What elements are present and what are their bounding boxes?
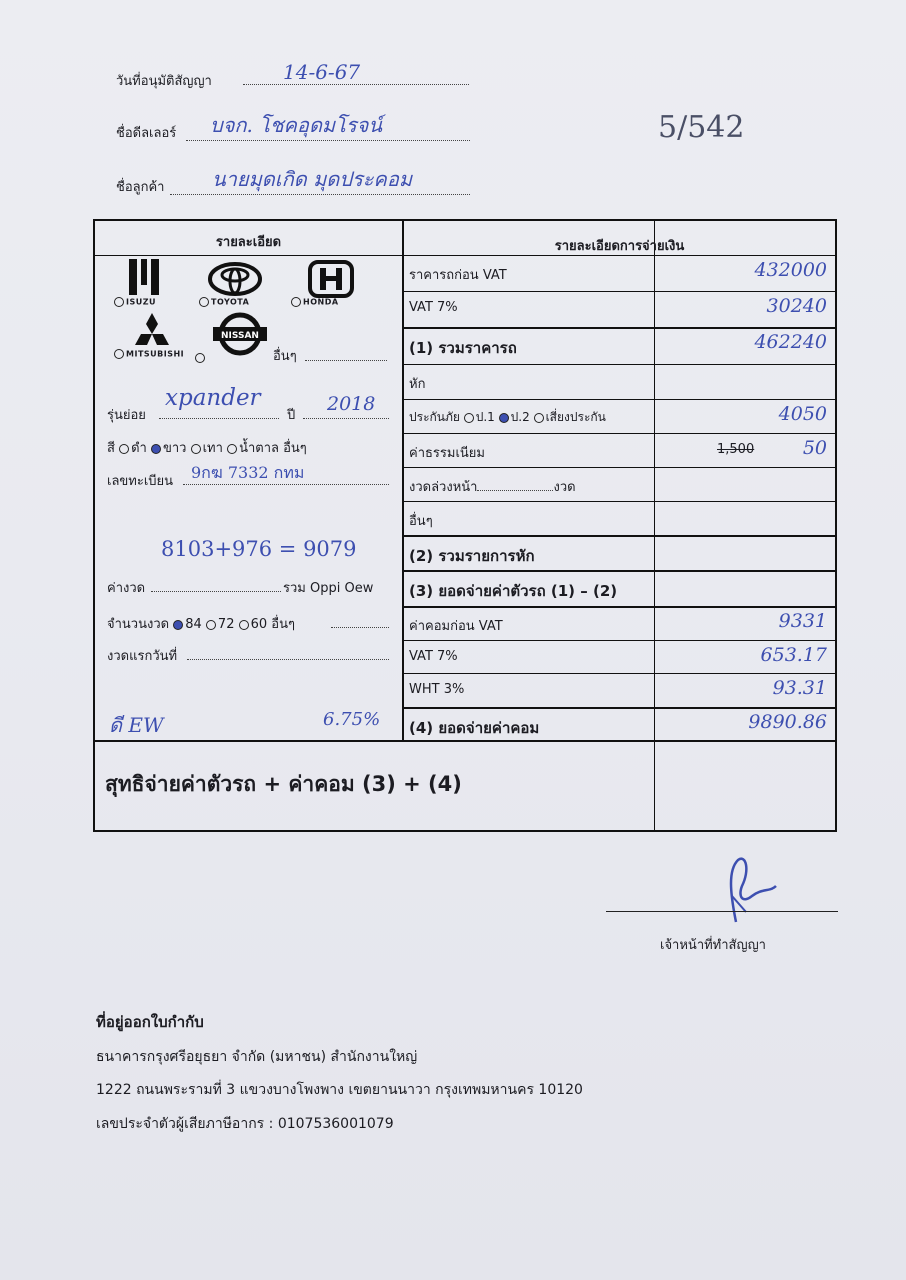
net-payment-total-label: สุทธิจ่ายค่าตัวรถ + ค่าคอม (3) + (4): [105, 772, 462, 796]
other-brand-line: [305, 360, 387, 361]
payment-row-label: หัก: [409, 377, 426, 392]
terms-line: จำนวนงวด 84 72 60 อื่นๆ: [107, 617, 295, 632]
color-gray-radio-icon[interactable]: [191, 444, 201, 454]
payment-row-rule: [402, 606, 835, 608]
payment-row-rule: [402, 433, 835, 434]
model-value: xpander: [165, 385, 261, 411]
payment-row-rule: [402, 570, 835, 572]
installment-line: [151, 591, 281, 592]
payment-row-rule: [402, 467, 835, 468]
payment-row-label: WHT 3%: [409, 682, 465, 697]
left-header-rule: [95, 255, 402, 256]
plate-label: เลขทะเบียน: [107, 474, 174, 489]
signature: [712, 852, 782, 936]
payment-row-label: (3) ยอดจ่ายค่าตัวรถ (1) – (2): [409, 582, 618, 600]
model-label: รุ่นย่อย: [107, 408, 146, 423]
term-60-radio-icon[interactable]: [239, 620, 249, 630]
payment-row-rule: [402, 364, 835, 365]
approval-date-line: [243, 84, 469, 85]
insurance-p2-radio-icon[interactable]: [499, 413, 509, 423]
terms-other-line: [331, 627, 389, 628]
mitsubishi-emblem-icon: [129, 313, 175, 349]
customer-value: นายมุดเกิด มุดประคอม: [212, 167, 413, 191]
toyota-radio-icon[interactable]: [199, 297, 209, 307]
total-row-rule: [95, 740, 835, 742]
brand-toyota[interactable]: TOYOTA: [199, 297, 249, 307]
payment-row-label: ประกันภัย ป.1 ป.2 เสี่ยงประกัน: [409, 410, 606, 424]
isuzu-radio-icon[interactable]: [114, 297, 124, 307]
payment-form-table: [93, 219, 837, 832]
payment-row-value: 50: [802, 437, 827, 459]
address-line-2: 1222 ถนนพระรามที่ 3 แขวงบางโพงพาง เขตยานนาวา กรุงเทพมหานคร 10120: [96, 1082, 583, 1098]
column-divider: [402, 221, 404, 740]
installment-label: ค่างวด: [107, 581, 146, 596]
insurance-p1-radio-icon[interactable]: [464, 413, 474, 423]
signature-scribble-icon: [712, 852, 782, 932]
color-white-radio-icon[interactable]: [151, 444, 161, 454]
payment-row-rule: [402, 399, 835, 400]
payment-row-rule: [402, 501, 835, 502]
term-72-radio-icon[interactable]: [206, 620, 216, 630]
dealer-label: ชื่อดีลเลอร์: [116, 126, 177, 141]
approval-date-label: วันที่อนุมัติสัญญา: [116, 74, 212, 89]
first-due-label: งวดแรกวันที่: [107, 649, 178, 664]
payment-row-label: อื่นๆ: [409, 514, 433, 529]
nissan-logo: [211, 311, 269, 361]
payment-row-label: VAT 7%: [409, 649, 458, 664]
payment-row-rule: [402, 707, 835, 709]
payment-row-value: 462240: [754, 331, 827, 353]
customer-label: ชื่อลูกค้า: [116, 180, 165, 195]
toyota-logo: [207, 261, 263, 301]
payment-row-label: ค่าธรรมเนียม: [409, 446, 485, 461]
signature-caption: เจ้าหน้าที่ทำสัญญา: [660, 938, 766, 953]
installment-calculation: 8103+976 = 9079: [161, 537, 357, 561]
payment-row-rule: [402, 291, 835, 292]
dealer-value: บจก. โชคอุดมโรจน์: [210, 113, 382, 137]
model-line: [159, 418, 279, 419]
plate-value: 9กฆ 7332 กทม: [191, 463, 305, 482]
term-84-radio-icon[interactable]: [173, 620, 183, 630]
payment-row-label: งวดล่วงหน้า งวด: [409, 480, 576, 495]
brand-isuzu[interactable]: ISUZU: [114, 297, 156, 307]
payment-row-label: VAT 7%: [409, 300, 458, 315]
address-line-1: ธนาคารกรุงศรีอยุธยา จำกัด (มหาชน) สำนักงานใหญ่: [96, 1049, 418, 1065]
insurance-risk-radio-icon[interactable]: [534, 413, 544, 423]
payment-row-value: 432000: [754, 259, 827, 281]
corner-number: 5/542: [658, 110, 745, 145]
nissan-emblem-icon: [211, 311, 269, 357]
signature-line: [606, 911, 838, 912]
brand-mitsubishi[interactable]: MITSUBISHI: [114, 349, 184, 359]
nissan-radio-icon[interactable]: [195, 353, 205, 363]
payment-row-label: ราคารถก่อน VAT: [409, 268, 507, 283]
payment-row-label: (2) รวมรายการหัก: [409, 547, 535, 565]
first-due-line: [187, 659, 389, 660]
payment-row-rule: [402, 673, 835, 674]
mitsubishi-logo: [129, 313, 175, 353]
year-label: ปี: [287, 408, 296, 423]
isuzu-emblem-icon: [125, 257, 165, 297]
right-header: รายละเอียดการจ่ายเงิน: [554, 239, 685, 254]
year-value: 2018: [327, 393, 376, 415]
note-left: ดี EW: [109, 713, 164, 737]
color-brown-radio-icon[interactable]: [227, 444, 237, 454]
payment-row-value: 4050: [778, 403, 827, 425]
address-title: ที่อยู่ออกใบกำกับ: [96, 1013, 204, 1031]
other-brand-label: อื่นๆ: [273, 349, 297, 364]
payment-row-value: 9331: [778, 610, 827, 632]
tax-id-line: เลขประจำตัวผู้เสียภาษีอากร : 0107536001079: [96, 1116, 394, 1132]
left-header: รายละเอียด: [215, 235, 282, 250]
note-rate: 6.75%: [323, 709, 381, 730]
payment-row-rule: [402, 535, 835, 537]
toyota-emblem-icon: [207, 261, 263, 297]
payment-row-rule: [402, 327, 835, 329]
payment-row-value: 93.31: [772, 677, 827, 699]
isuzu-logo: [125, 257, 165, 301]
svg-text:NISSAN: NISSAN: [221, 331, 259, 341]
brand-honda[interactable]: HONDA: [291, 297, 339, 307]
fee-struck-value: 1,500: [717, 442, 755, 457]
payment-row-value: 30240: [766, 295, 827, 317]
mitsubishi-radio-icon[interactable]: [114, 349, 124, 359]
color-black-radio-icon[interactable]: [119, 444, 129, 454]
year-line: [303, 418, 389, 419]
honda-radio-icon[interactable]: [291, 297, 301, 307]
payment-row-label: (4) ยอดจ่ายค่าคอม: [409, 719, 540, 737]
honda-emblem-icon: [307, 259, 355, 299]
payment-row-label: ค่าคอมก่อน VAT: [409, 619, 503, 634]
color-line: สี ดำ ขาว เทา น้ำตาล อื่นๆ: [107, 441, 307, 456]
payment-row-value: 653.17: [760, 644, 827, 666]
nissan-radio[interactable]: [195, 347, 207, 366]
payment-row-rule: [402, 640, 835, 641]
payment-row-value: 9890.86: [748, 711, 827, 733]
payment-row-label: (1) รวมราคารถ: [409, 339, 517, 357]
installment-suffix: รวม Oppi Oew: [283, 581, 374, 596]
approval-date-value: 14-6-67: [283, 60, 361, 84]
